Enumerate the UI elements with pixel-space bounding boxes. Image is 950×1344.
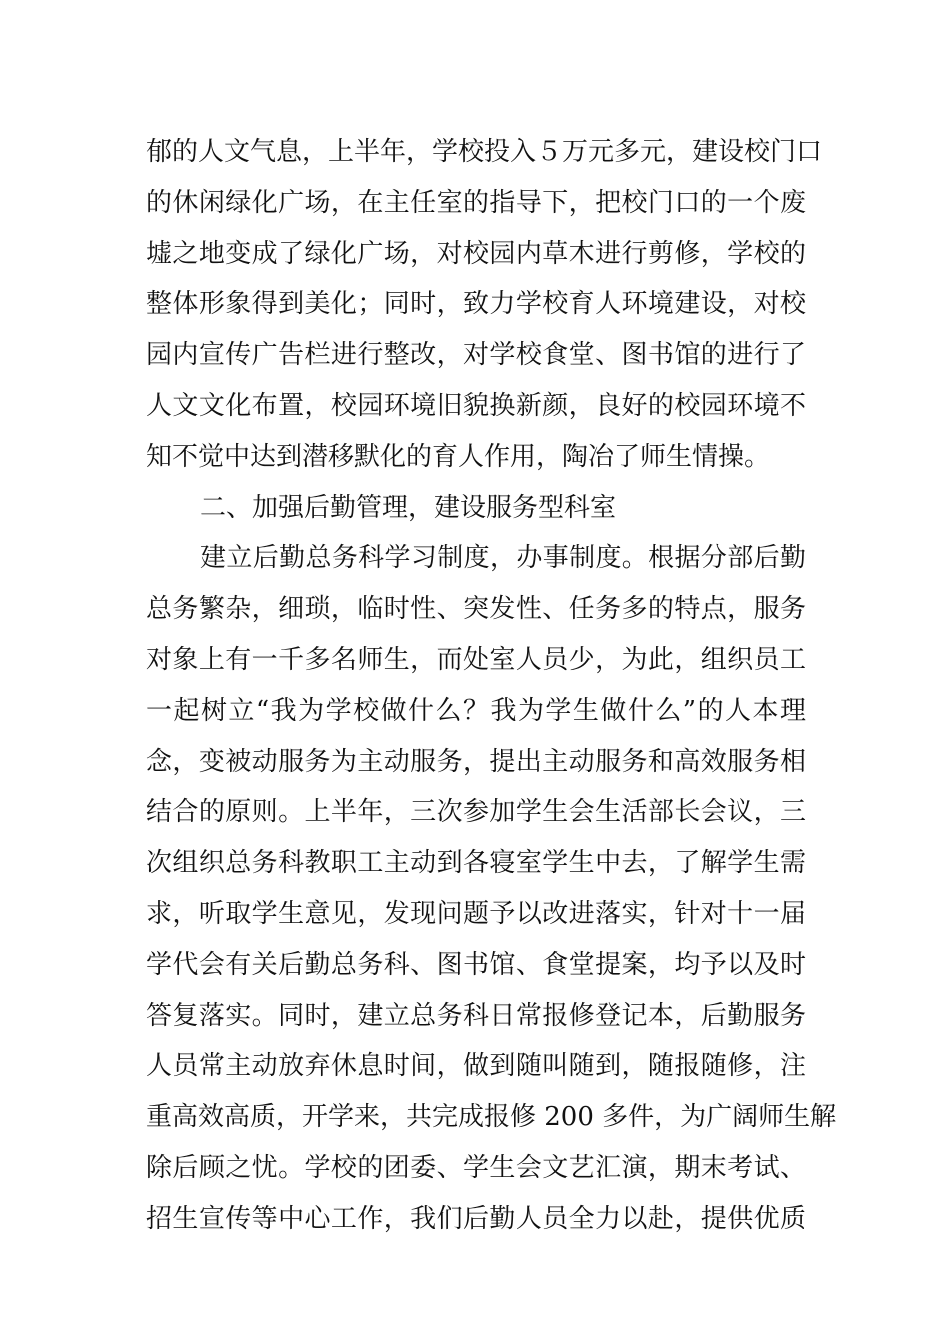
text-line: 园内宣传广告栏进行整改，对学校食堂、图书馆的进行了 bbox=[146, 340, 806, 371]
text-line: 念，变被动服务为主动服务，提出主动服务和高效服务相 bbox=[146, 746, 806, 777]
text-line: 学代会有关后勤总务科、图书馆、食堂提案，均予以及时 bbox=[146, 949, 806, 980]
text-line: 整体形象得到美化；同时，致力学校育人环境建设，对校 bbox=[146, 289, 806, 320]
text-line: 结合的原则。上半年，三次参加学生会生活部长会议，三 bbox=[146, 797, 806, 828]
text-line: 招生宣传等中心工作，我们后勤人员全力以赴，提供优质 bbox=[146, 1203, 806, 1234]
text-line: 知不觉中达到潜移默化的育人作用，陶冶了师生情操。 bbox=[146, 441, 771, 472]
text-line: 一起树立“我为学校做什么？我为学生做什么”的人本理 bbox=[146, 695, 806, 726]
document-body bbox=[146, 127, 837, 1245]
text-line: 除后顾之忧。学校的团委、学生会文艺汇演，期末考试、 bbox=[146, 1152, 806, 1183]
text-line: 墟之地变成了绿化广场，对校园内草木进行剪修，学校的 bbox=[146, 238, 806, 269]
text-line: 次组织总务科教职工主动到各寝室学生中去，了解学生需 bbox=[146, 848, 806, 879]
text-line: 重高效高质，开学来，共完成报修 200 多件，为广阔师生解 bbox=[146, 1102, 837, 1133]
text-line: 答复落实。同时，建立总务科日常报修登记本，后勤服务 bbox=[146, 1000, 806, 1031]
text-line: 建立后勤总务科学习制度，办事制度。根据分部后勤 bbox=[200, 543, 806, 574]
text-line: 人文文化布置，校园环境旧貌换新颜，良好的校园环境不 bbox=[146, 390, 806, 421]
text-line: 郁的人文气息，上半年，学校投入５万元多元，建设校门口 bbox=[146, 137, 823, 167]
text-line: 对象上有一千多名师生，而处室人员少，为此，组织员工 bbox=[146, 644, 806, 675]
section-heading: 二、加强后勤管理，建设服务型科室 bbox=[200, 492, 617, 523]
text-line: 人员常主动放弃休息时间，做到随叫随到，随报随修，注 bbox=[146, 1051, 806, 1082]
text-line: 的休闲绿化广场，在主任室的指导下，把校门口的一个废 bbox=[146, 187, 806, 218]
text-line: 总务繁杂，细琐，临时性、突发性、任务多的特点，服务 bbox=[146, 594, 806, 625]
text-line: 求，听取学生意见，发现问题予以改进落实，针对十一届 bbox=[146, 898, 806, 929]
